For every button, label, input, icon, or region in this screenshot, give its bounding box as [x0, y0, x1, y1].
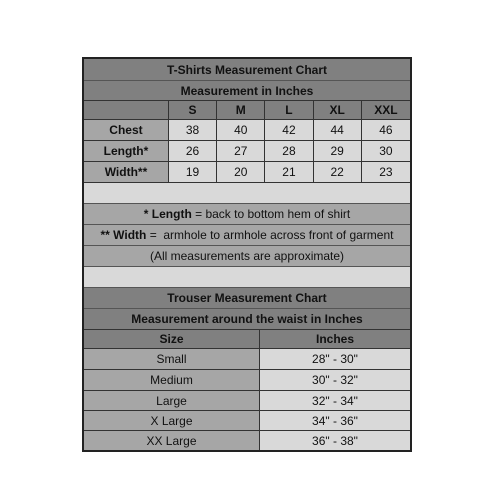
note-width-text: = armhole to armhole across front of garment — [146, 228, 394, 242]
trouser-title-text: Trouser Measurement Chart — [167, 291, 327, 305]
trouser-size: Medium — [84, 370, 260, 391]
note-length — [84, 204, 410, 225]
trouser-inches: 28" - 30" — [260, 349, 410, 370]
table-cell: 23 — [362, 162, 410, 183]
spacer — [84, 183, 410, 204]
note-approx-text: (All measurements are approximate) — [149, 249, 345, 263]
trouser-size: X Large — [84, 411, 260, 431]
row-label: Chest — [84, 120, 169, 141]
table-cell: 19 — [169, 162, 217, 183]
tshirt-header-blank — [84, 100, 169, 120]
trouser-inches: 30" - 32" — [260, 370, 410, 391]
table-cell: 46 — [362, 120, 410, 141]
trouser-inches: 36" - 38" — [260, 431, 410, 450]
note-length-key: * Length — [143, 207, 192, 221]
note-length-text: = back to bottom hem of shirt — [191, 207, 351, 221]
tshirt-size-header — [84, 100, 410, 120]
note-approx — [84, 246, 410, 267]
note-width-key: ** Width — [100, 228, 147, 242]
size-xxl-header: XXL — [362, 100, 410, 120]
size-m-header: M — [217, 100, 265, 120]
measurement-chart — [82, 57, 412, 452]
note-width — [84, 225, 410, 246]
table-cell: 30 — [362, 141, 410, 162]
spacer — [84, 267, 410, 288]
table-cell: 40 — [217, 120, 265, 141]
tshirt-row-width — [84, 162, 410, 183]
table-row — [84, 370, 410, 391]
table-row — [84, 349, 410, 370]
table-cell: 27 — [217, 141, 265, 162]
size-l-header: L — [265, 100, 313, 120]
tshirt-row-chest — [84, 120, 410, 141]
row-label: Width** — [84, 162, 169, 183]
tshirt-title-text: T-Shirts Measurement Chart — [166, 62, 328, 77]
trouser-inches: 32" - 34" — [260, 391, 410, 411]
trouser-header-row — [84, 329, 410, 349]
table-cell: 21 — [265, 162, 313, 183]
table-cell: 20 — [217, 162, 265, 183]
size-column-header: Size — [84, 329, 260, 349]
trouser-size: XX Large — [84, 431, 260, 450]
size-s-header: S — [169, 100, 217, 120]
tshirt-title — [84, 59, 410, 80]
tshirt-row-length — [84, 141, 410, 162]
size-xl-header: XL — [314, 100, 362, 120]
table-cell: 22 — [314, 162, 362, 183]
trouser-size: Small — [84, 349, 260, 370]
trouser-inches: 34" - 36" — [260, 411, 410, 431]
table-cell: 44 — [314, 120, 362, 141]
inches-column-header: Inches — [260, 329, 410, 349]
table-row — [84, 411, 410, 431]
trouser-subtitle — [84, 308, 410, 329]
trouser-size: Large — [84, 391, 260, 411]
table-row — [84, 391, 410, 411]
table-cell: 29 — [314, 141, 362, 162]
tshirt-subtitle-text: Measurement in Inches — [180, 83, 314, 98]
trouser-title — [84, 288, 410, 308]
trouser-subtitle-text: Measurement around the waist in Inches — [131, 312, 363, 326]
table-row — [84, 431, 410, 450]
table-cell: 42 — [265, 120, 313, 141]
table-cell: 38 — [169, 120, 217, 141]
table-cell: 28 — [265, 141, 313, 162]
table-cell: 26 — [169, 141, 217, 162]
tshirt-subtitle — [84, 80, 410, 100]
row-label: Length* — [84, 141, 169, 162]
